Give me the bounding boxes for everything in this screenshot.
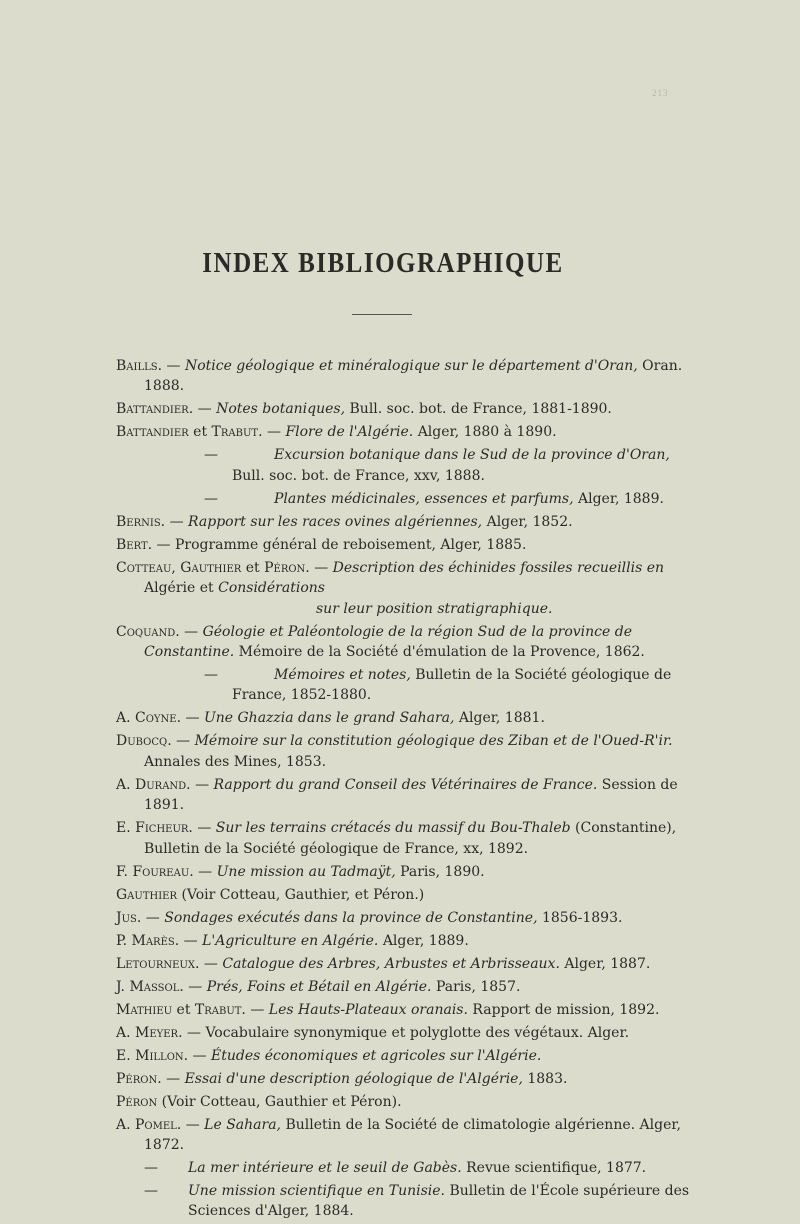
dash-separator: — xyxy=(190,776,214,793)
bibliography-entry xyxy=(116,977,706,997)
bibliography-entry xyxy=(116,1069,706,1089)
publication-details: Alger, 1887. xyxy=(559,955,651,972)
bibliography-entry xyxy=(116,862,706,882)
dash-separator: — xyxy=(188,1047,211,1064)
bibliography-entry xyxy=(116,1158,706,1178)
dash-separator: — xyxy=(161,1070,185,1087)
bibliography-entry xyxy=(116,1000,706,1020)
dash-separator: — xyxy=(183,978,207,995)
bibliography-entry xyxy=(116,731,706,772)
work-title: Plantes médicinales, essences et parfums, xyxy=(274,490,574,507)
work-title: Sur les terrains crétacés du massif du Bou-Thaleb xyxy=(215,820,571,837)
ditto-mark: — xyxy=(204,447,218,464)
bibliography-entry xyxy=(116,1092,706,1112)
author-name: Ficheur. xyxy=(135,820,193,837)
publication-details: (Voir Cotteau, Gauthier, et Péron.) xyxy=(177,886,425,903)
work-title: Catalogue des Arbres, Arbustes et Arbrisseaux. xyxy=(222,955,560,972)
work-title: Mémoire sur la constitution géologique des Ziban et de l'Oued-R'ir. xyxy=(194,733,673,750)
bibliography-entry xyxy=(116,622,706,663)
bibliography-entry xyxy=(116,1046,706,1066)
publication-details: Annales des Mines, 1853. xyxy=(144,753,327,770)
work-title: Notes botaniques, xyxy=(216,401,346,418)
author-name: Coyne. xyxy=(135,710,182,727)
publication-details: Alger, 1852. xyxy=(482,513,573,530)
publication-details: 1856-1893. xyxy=(537,909,623,926)
bibliography-entry xyxy=(116,1115,706,1156)
work-title: Rapport sur les races ovines algériennes, xyxy=(188,513,483,530)
author-name: Dubocq. xyxy=(116,733,172,750)
author-name: Pomel. xyxy=(135,1116,182,1133)
bibliography-entry xyxy=(116,445,706,486)
work-title: Sondages exécutés dans la province de Constantine, xyxy=(164,909,538,926)
publication-details: Session de 1891. xyxy=(144,776,678,814)
dash-separator: — xyxy=(179,623,203,640)
work-title: Une mission au Tadmaÿt, xyxy=(216,863,396,880)
author-name: Trabut. xyxy=(211,424,263,441)
work-title: Considérations xyxy=(218,580,325,597)
dash-separator: — xyxy=(162,358,185,374)
bibliography-entry xyxy=(116,665,706,706)
bibliography-entry xyxy=(116,512,706,532)
dash-separator: — xyxy=(179,932,203,949)
author-joiner: et xyxy=(188,424,212,441)
author-initial: A. xyxy=(116,1116,136,1133)
publication-details: Alger, 1880 à 1890. xyxy=(413,424,557,441)
dash-separator: — xyxy=(165,513,189,530)
bibliography-entry xyxy=(116,708,706,728)
bibliography-entry xyxy=(116,885,706,905)
author-name: Foureau. xyxy=(132,863,194,880)
publication-details: Bulletin de la Société de climatologie algérienne. Alger, 1872. xyxy=(144,1116,681,1154)
publication-details: Vocabulaire synonymique et polyglotte des végétaux. Alger. xyxy=(205,1024,630,1041)
ditto-mark: — xyxy=(204,667,218,684)
work-title: Le Sahara, xyxy=(204,1116,281,1133)
publication-details: Bulletin de la Société géologique de France, 1852-1880. xyxy=(232,667,672,704)
dash-separator: — xyxy=(171,733,195,750)
author-initial: A. xyxy=(116,776,136,793)
work-title-continuation: sur leur position stratigraphique. xyxy=(316,600,553,617)
work-title: Mémoires et notes, xyxy=(274,667,411,684)
bibliography-entry xyxy=(116,931,706,951)
title-rule xyxy=(352,314,412,315)
author-name: Bernis. xyxy=(116,513,166,530)
publication-details: Algérie et xyxy=(144,580,219,597)
author-name: Battandier xyxy=(116,424,189,441)
author-joiner: et xyxy=(241,559,265,576)
work-title: L'Agriculture en Algérie. xyxy=(202,932,379,949)
author-initial: J. xyxy=(116,978,130,995)
work-title: Flore de l'Algérie. xyxy=(285,424,414,441)
publication-details: Rapport de mission, 1892. xyxy=(467,1001,660,1018)
author-name: Meyer. xyxy=(135,1024,183,1041)
publication-details: 1883. xyxy=(522,1070,568,1087)
work-title: Études économiques et agricoles sur l'Algérie. xyxy=(211,1047,542,1064)
author-initial: E. xyxy=(116,820,136,837)
publication-details: Alger, 1889. xyxy=(573,490,664,507)
author-name: Battandier. xyxy=(116,401,194,418)
publication-details: Paris, 1857. xyxy=(431,978,521,995)
bibliography-entry xyxy=(116,818,706,859)
publication-details: Programme général de reboisement, Alger, 1885. xyxy=(174,536,527,553)
work-title: Rapport du grand Conseil des Vétérinaires de France. xyxy=(213,776,598,793)
publication-details: Bull. soc. bot. de France, 1881-1890. xyxy=(345,401,612,418)
dash-separator: — xyxy=(262,424,286,441)
work-title: La mer intérieure et le seuil de Gabès. xyxy=(188,1160,462,1177)
bibliography-entry xyxy=(116,558,706,619)
publication-details: (Voir Cotteau, Gauthier et Péron). xyxy=(157,1093,402,1110)
author-name: Gauthier xyxy=(116,886,178,903)
bibliography-entry xyxy=(116,775,706,816)
dash-separator: — xyxy=(181,1116,205,1133)
dash-separator: — xyxy=(141,909,165,926)
publication-details: Bull. soc. bot. de France, xxv, 1888. xyxy=(232,467,485,484)
publication-details: Paris, 1890. xyxy=(395,863,485,880)
bibliography-entry xyxy=(116,356,706,397)
publication-details: (Constantine), Bulletin de la Société géologique de France, xx, 1892. xyxy=(144,820,677,857)
work-title: Essai d'une description géologique de l'Algérie, xyxy=(184,1070,523,1087)
publication-details: Mémoire de la Société d'émulation de la Provence, 1862. xyxy=(234,644,645,661)
author-initial: A. xyxy=(116,710,136,727)
dash-separator: — xyxy=(193,863,217,880)
ditto-mark: — xyxy=(144,1183,158,1200)
author-initial: A. xyxy=(116,1024,136,1041)
dash-separator: — xyxy=(199,955,223,972)
author-name: Letourneux. xyxy=(116,955,200,972)
dash-separator: — xyxy=(152,536,175,553)
ditto-mark: — xyxy=(204,490,218,507)
publication-details: Oran. 1888. xyxy=(144,358,683,395)
author-name: Péron. xyxy=(116,1070,162,1087)
author-name: Trabut. xyxy=(194,1001,246,1018)
author-name: Bert. xyxy=(116,536,153,553)
work-title: Excursion botanique dans le Sud de la province d'Oran, xyxy=(274,447,670,464)
author-name: Massol. xyxy=(129,978,184,995)
author-name: Mathieu xyxy=(116,1001,173,1018)
author-name: Péron. xyxy=(264,559,310,576)
bibliography-entry xyxy=(116,1023,706,1043)
bibliography-entry xyxy=(116,908,706,928)
page-title: INDEX BIBLIOGRAPHIQUE xyxy=(202,248,564,279)
publication-details: Alger, 1889. xyxy=(378,932,469,949)
dash-separator: — xyxy=(245,1001,269,1018)
author-name: Coquand. xyxy=(116,623,180,640)
dash-separator: — xyxy=(181,710,204,727)
work-title: Prés, Foins et Bétail en Algérie. xyxy=(206,978,432,995)
author-name: Marès. xyxy=(131,932,180,949)
publication-details: Alger, 1881. xyxy=(454,710,545,727)
author-initial: F. xyxy=(116,863,133,880)
ditto-mark: — xyxy=(144,1160,158,1177)
author-name: Durand. xyxy=(135,776,191,793)
bibliography-entry xyxy=(116,399,706,419)
bibliography-entry xyxy=(116,1181,706,1222)
bibliography-entry xyxy=(116,489,706,509)
author-name: Péron xyxy=(116,1093,158,1110)
page-number: 213 xyxy=(652,88,669,98)
work-title: Une Ghazzia dans le grand Sahara, xyxy=(203,710,455,727)
publication-details: Revue scientifique, 1877. xyxy=(461,1160,647,1177)
dash-separator: — xyxy=(193,401,217,418)
author-joiner: et xyxy=(172,1001,195,1018)
author-initial: E. xyxy=(116,1047,136,1064)
bibliography-list xyxy=(116,356,706,1224)
bibliography-entry xyxy=(116,422,706,442)
work-title: Description des échinides fossiles recueillis en xyxy=(332,559,665,576)
author-name: Baills. xyxy=(116,358,163,374)
publication-details: Bulletin de l'École supérieure des Sciences d'Alger, 1884. xyxy=(188,1183,690,1220)
author-name: Jus. xyxy=(116,909,142,926)
author-name: Millon. xyxy=(135,1047,189,1064)
work-title: Notice géologique et minéralogique sur le département d'Oran, xyxy=(184,358,638,374)
author-initial: P. xyxy=(116,932,132,949)
author-name: Cotteau, Gauthier xyxy=(116,559,242,576)
bibliography-entry xyxy=(116,535,706,555)
bibliography-entry xyxy=(116,954,706,974)
work-title: Les Hauts-Plateaux oranais. xyxy=(268,1001,468,1018)
work-title: Une mission scientifique en Tunisie. xyxy=(188,1183,446,1200)
dash-separator: — xyxy=(182,1024,206,1041)
dash-separator: — xyxy=(192,820,216,837)
work-title: Géologie et Paléontologie de la région Sud de la province de Constantine. xyxy=(144,623,632,661)
dash-separator: — xyxy=(309,559,333,576)
